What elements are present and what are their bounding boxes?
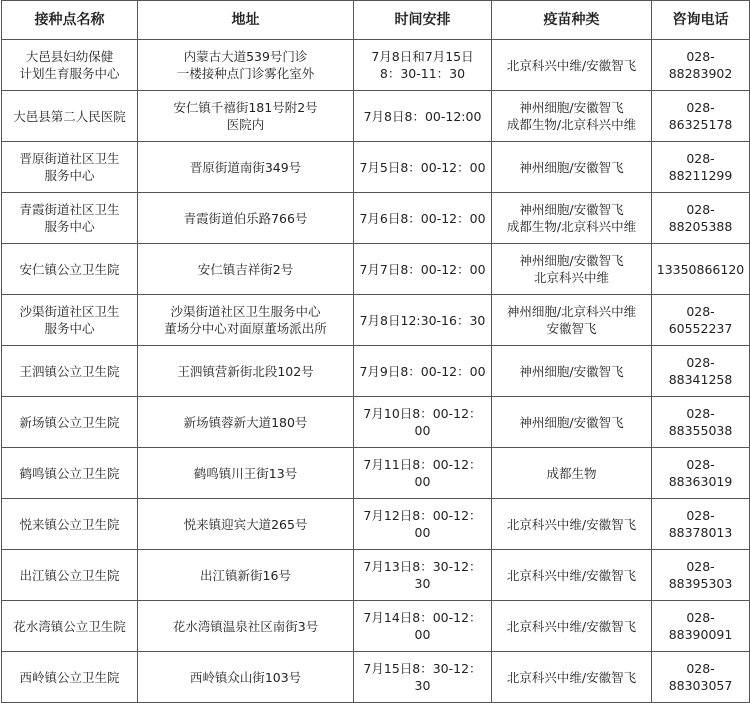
site-name-cell — [2, 142, 138, 193]
vaccine-type-cell-line: 神州细胞/安徽智飞 — [519, 253, 624, 268]
table-row — [2, 295, 750, 346]
site-name-cell-line: 出江镇公立卫生院 — [19, 567, 120, 583]
schedule-cell-line: 7月12日8：00-12：00 — [363, 508, 482, 540]
table-row — [2, 91, 750, 142]
site-name-cell-line: 西岭镇公立卫生院 — [19, 669, 120, 685]
address-cell — [138, 397, 354, 448]
site-name-cell-line: 王泗镇公立卫生院 — [19, 363, 120, 379]
address-cell — [138, 244, 354, 295]
phone-cell: 028-88283902 — [652, 40, 750, 91]
vaccine-type-cell-line: 成都生物/北京科兴中维 — [506, 117, 637, 132]
vaccine-type-cell-line: 神州细胞/安徽智飞 — [519, 202, 624, 217]
table-row — [2, 193, 750, 244]
table-row — [2, 142, 750, 193]
schedule-cell — [354, 91, 492, 142]
address-cell-line: 医院内 — [226, 117, 265, 132]
site-name-cell-line: 晋原街道社区卫生 — [19, 151, 120, 166]
table-row — [2, 550, 750, 601]
address-cell-line: 花水湾镇温泉社区南街3号 — [172, 618, 319, 634]
vaccine-type-cell — [492, 499, 652, 550]
phone-cell: 028-86325178 — [652, 91, 750, 142]
schedule-cell-line: 7月8日12:30-16：30 — [359, 312, 486, 328]
schedule-cell — [354, 193, 492, 244]
schedule-cell — [354, 244, 492, 295]
site-name-cell — [2, 193, 138, 244]
vaccine-type-cell — [492, 346, 652, 397]
site-name-cell-line: 安仁镇公立卫生院 — [19, 261, 120, 277]
vaccine-type-cell — [492, 244, 652, 295]
vaccine-type-cell-line: 成都生物 — [546, 465, 597, 481]
vaccine-type-cell-line: 北京科兴中维/安徽智飞 — [506, 669, 637, 685]
site-name-cell-line: 花水湾镇公立卫生院 — [13, 618, 126, 634]
address-cell-line: 西岭镇众山街103号 — [189, 669, 302, 685]
table-row — [2, 40, 750, 91]
schedule-cell-line: 7月9日8：00-12：00 — [359, 363, 486, 379]
site-name-cell — [2, 91, 138, 142]
site-name-cell — [2, 40, 138, 91]
phone-cell: 028-88205388 — [652, 193, 750, 244]
schedule-cell-line: 7月14日8：00-12：00 — [363, 610, 482, 642]
schedule-cell-line: 7月7日8：00-12：00 — [359, 261, 486, 277]
address-cell-line: 沙渠街道社区卫生服务中心 — [170, 304, 321, 319]
site-name-cell-line: 沙渠街道社区卫生 — [19, 304, 120, 319]
address-cell — [138, 550, 354, 601]
schedule-cell-line: 7月6日8：00-12：00 — [359, 210, 486, 226]
table-row — [2, 346, 750, 397]
schedule-cell-line: 7月8日和7月15日 — [371, 49, 474, 64]
address-cell — [138, 448, 354, 499]
vaccine-type-cell — [492, 397, 652, 448]
site-name-cell-line: 鹤鸣镇公立卫生院 — [19, 465, 120, 481]
address-cell-line: 悦来镇迎宾大道265号 — [183, 516, 308, 532]
site-name-cell-line: 计划生育服务中心 — [19, 66, 120, 81]
phone-cell: 028-88303057 — [652, 652, 750, 703]
site-name-cell-line: 青霞街道社区卫生 — [19, 202, 120, 217]
schedule-cell — [354, 40, 492, 91]
schedule-cell-line: 8：30-11：30 — [379, 66, 466, 81]
address-cell — [138, 601, 354, 652]
schedule-cell-line: 7月5日8：00-12：00 — [359, 159, 486, 175]
address-cell — [138, 499, 354, 550]
vaccination-schedule-table — [1, 0, 750, 703]
address-cell-line: 出江镇新街16号 — [200, 567, 291, 583]
schedule-cell — [354, 397, 492, 448]
header-site-name: 接种点名称 — [2, 1, 138, 40]
address-cell-line: 安仁镇吉祥街2号 — [197, 261, 294, 277]
table-row — [2, 499, 750, 550]
vaccine-type-cell-line: 神州细胞/安徽智飞 — [519, 414, 624, 430]
address-cell-line: 晋原街道南街349号 — [189, 159, 302, 175]
phone-cell: 028-88355038 — [652, 397, 750, 448]
site-name-cell — [2, 448, 138, 499]
site-name-cell-line: 服务中心 — [44, 321, 95, 336]
schedule-cell — [354, 652, 492, 703]
phone-cell: 028-88341258 — [652, 346, 750, 397]
schedule-cell — [354, 346, 492, 397]
header-vaccine-type: 疫苗种类 — [492, 1, 652, 40]
vaccine-type-cell-line: 北京科兴中维 — [533, 270, 609, 285]
header-phone: 咨询电话 — [652, 1, 750, 40]
phone-cell: 028-88211299 — [652, 142, 750, 193]
site-name-cell-line: 大邑县第二人民医院 — [13, 108, 126, 124]
address-cell-line: 鹤鸣镇川王街13号 — [193, 465, 298, 481]
vaccine-type-cell — [492, 601, 652, 652]
vaccine-type-cell-line: 神州细胞/安徽智飞 — [519, 100, 624, 115]
table-row — [2, 652, 750, 703]
schedule-cell-line: 7月10日8：00-12：00 — [363, 406, 482, 438]
vaccine-type-cell-line: 北京科兴中维/安徽智飞 — [506, 516, 637, 532]
phone-cell: 13350866120 — [652, 244, 750, 295]
phone-cell: 028-88378013 — [652, 499, 750, 550]
site-name-cell — [2, 652, 138, 703]
vaccine-type-cell — [492, 550, 652, 601]
schedule-cell-line: 7月8日8：00-12:00 — [363, 108, 482, 124]
site-name-cell-line: 悦来镇公立卫生院 — [19, 516, 120, 532]
vaccine-type-cell — [492, 652, 652, 703]
schedule-cell-line: 7月11日8：00-12：00 — [363, 457, 482, 489]
vaccine-type-cell-line: 安徽智飞 — [546, 321, 597, 336]
table-body — [2, 40, 750, 703]
schedule-cell — [354, 448, 492, 499]
vaccine-type-cell — [492, 91, 652, 142]
site-name-cell — [2, 244, 138, 295]
schedule-cell — [354, 601, 492, 652]
address-cell — [138, 40, 354, 91]
table-row — [2, 397, 750, 448]
site-name-cell — [2, 499, 138, 550]
vaccine-type-cell-line: 神州细胞/北京科兴中维 — [506, 304, 637, 319]
site-name-cell — [2, 601, 138, 652]
address-cell-line: 新场镇蓉新大道180号 — [183, 414, 308, 430]
address-cell-line: 一楼接种点门诊雾化室外 — [176, 66, 315, 81]
address-cell-line: 青霞街道伯乐路766号 — [183, 210, 308, 226]
address-cell — [138, 295, 354, 346]
address-cell — [138, 91, 354, 142]
header-schedule: 时间安排 — [354, 1, 492, 40]
vaccine-type-cell — [492, 40, 652, 91]
vaccine-type-cell — [492, 193, 652, 244]
address-cell — [138, 652, 354, 703]
site-name-cell-line: 新场镇公立卫生院 — [19, 414, 120, 430]
header-address: 地址 — [138, 1, 354, 40]
address-cell-line: 王泗镇营新街北段102号 — [177, 363, 314, 379]
site-name-cell — [2, 397, 138, 448]
address-cell — [138, 346, 354, 397]
phone-cell: 028-88390091 — [652, 601, 750, 652]
schedule-cell — [354, 499, 492, 550]
address-cell-line: 董场分中心对面原董场派出所 — [164, 321, 327, 336]
vaccine-type-cell-line: 神州细胞/安徽智飞 — [519, 363, 624, 379]
schedule-cell-line: 7月13日8：30-12：30 — [363, 559, 482, 591]
vaccine-type-cell-line: 北京科兴中维/安徽智飞 — [506, 567, 637, 583]
phone-cell: 028-88363019 — [652, 448, 750, 499]
table-row — [2, 601, 750, 652]
site-name-cell — [2, 295, 138, 346]
phone-cell: 028-60552237 — [652, 295, 750, 346]
table-row — [2, 244, 750, 295]
phone-cell: 028-88395303 — [652, 550, 750, 601]
address-cell-line: 内蒙古大道539号门诊 — [183, 49, 308, 64]
schedule-cell — [354, 550, 492, 601]
vaccine-type-cell-line: 北京科兴中维/安徽智飞 — [506, 618, 637, 634]
site-name-cell-line: 服务中心 — [44, 168, 95, 183]
address-cell — [138, 142, 354, 193]
site-name-cell-line: 大邑县妇幼保健 — [25, 49, 114, 64]
schedule-cell — [354, 295, 492, 346]
table-row — [2, 448, 750, 499]
vaccine-type-cell — [492, 448, 652, 499]
site-name-cell-line: 服务中心 — [44, 219, 95, 234]
schedule-cell-line: 7月15日8：30-12：30 — [363, 661, 482, 693]
vaccine-type-cell-line: 神州细胞/安徽智飞 — [519, 159, 624, 175]
address-cell — [138, 193, 354, 244]
address-cell-line: 安仁镇千禧街181号附2号 — [173, 100, 318, 115]
site-name-cell — [2, 550, 138, 601]
vaccine-type-cell-line: 北京科兴中维/安徽智飞 — [506, 57, 637, 73]
site-name-cell — [2, 346, 138, 397]
vaccine-type-cell-line: 成都生物/北京科兴中维 — [506, 219, 637, 234]
vaccine-type-cell — [492, 142, 652, 193]
vaccine-type-cell — [492, 295, 652, 346]
table-header-row — [2, 1, 750, 40]
schedule-cell — [354, 142, 492, 193]
